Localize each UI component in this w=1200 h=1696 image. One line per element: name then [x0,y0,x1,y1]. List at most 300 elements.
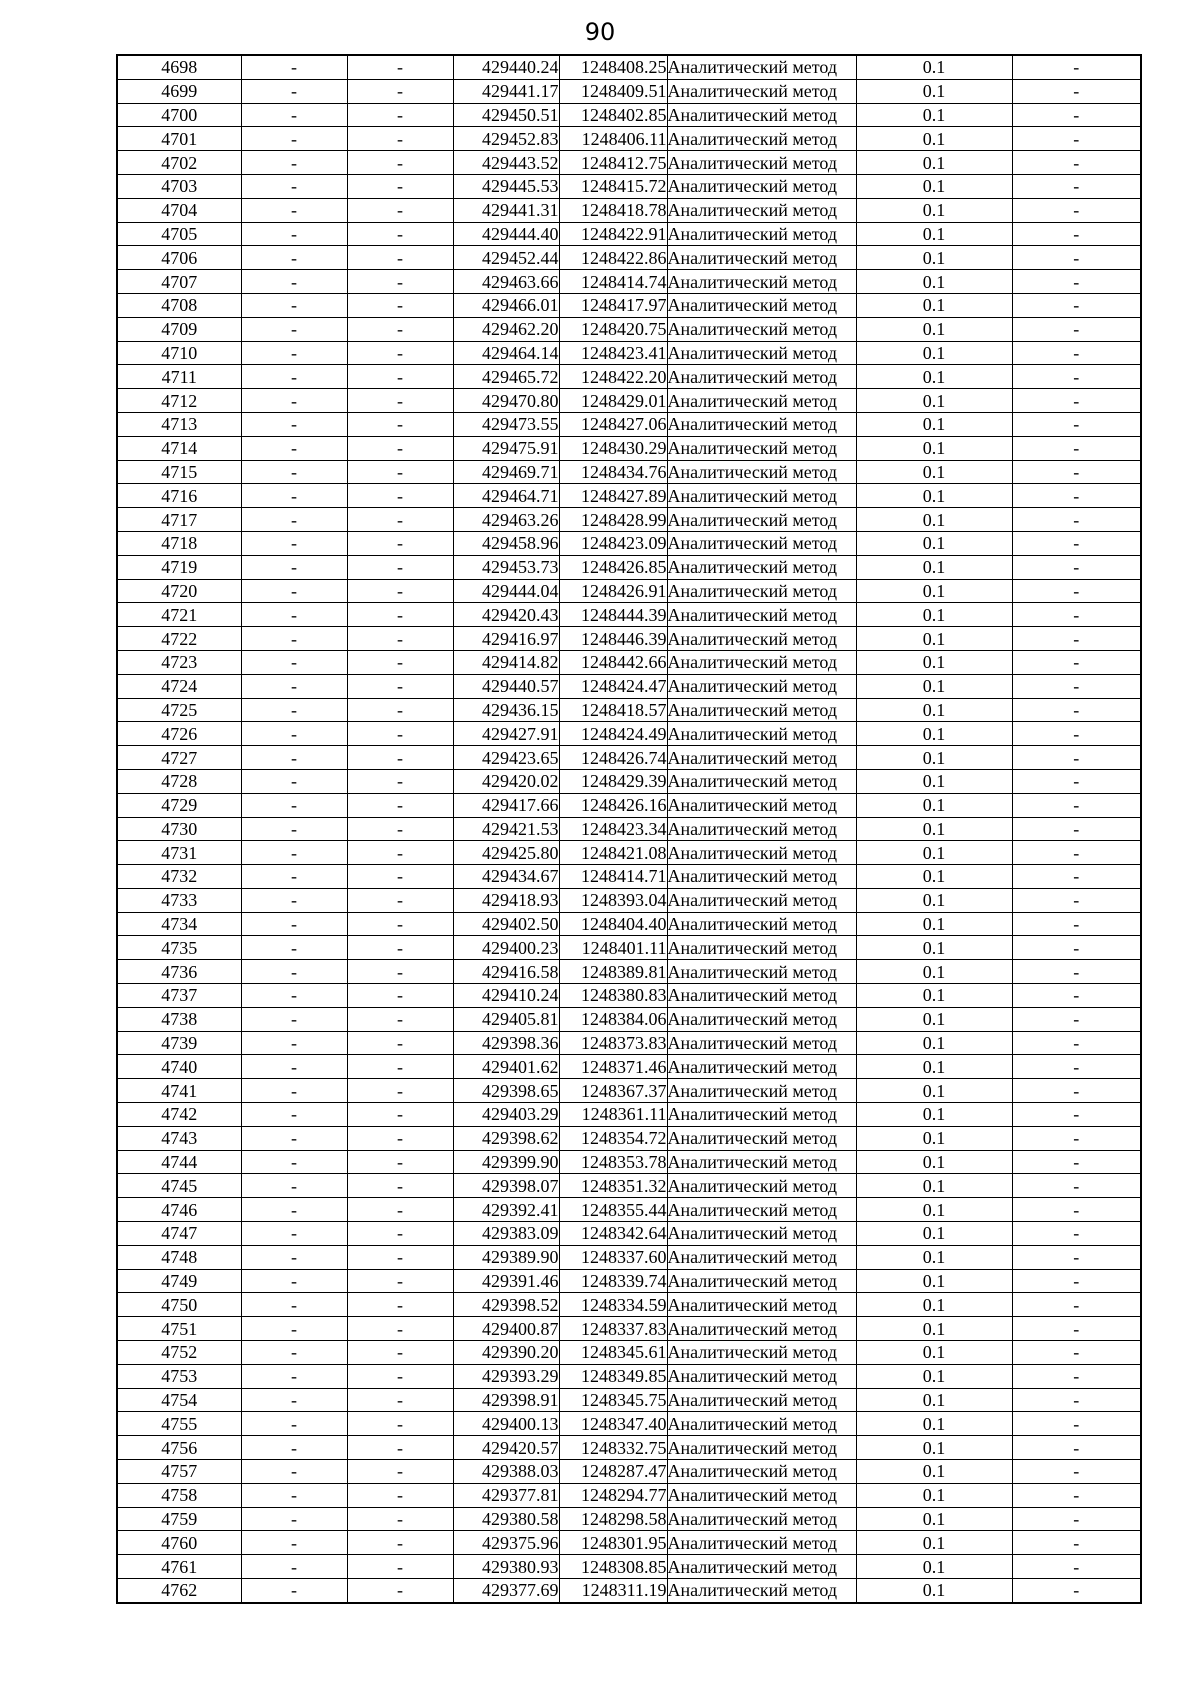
accuracy-cell: 0.1 [856,1579,1012,1603]
empty-cell-2: - [347,1126,453,1150]
point-number-cell: 4740 [117,1055,241,1079]
table-row [117,1507,1141,1531]
empty-cell-3: - [1012,1126,1141,1150]
empty-cell-2: - [347,508,453,532]
empty-cell-1: - [241,650,347,674]
accuracy-cell: 0.1 [856,1483,1012,1507]
empty-cell-2: - [347,198,453,222]
point-number-cell: 4734 [117,912,241,936]
empty-cell-1: - [241,984,347,1008]
empty-cell-3: - [1012,1460,1141,1484]
method-cell: Аналитический метод [667,650,856,674]
point-number-cell: 4698 [117,55,241,79]
table-row [117,555,1141,579]
empty-cell-2: - [347,1364,453,1388]
empty-cell-2: - [347,746,453,770]
empty-cell-3: - [1012,1579,1141,1603]
method-cell: Аналитический метод [667,389,856,413]
empty-cell-1: - [241,508,347,532]
empty-cell-3: - [1012,674,1141,698]
empty-cell-1: - [241,674,347,698]
method-cell: Аналитический метод [667,1222,856,1246]
empty-cell-1: - [241,436,347,460]
empty-cell-2: - [347,1483,453,1507]
x-coordinate-cell: 429440.57 [453,674,559,698]
y-coordinate-cell: 1248417.97 [559,293,667,317]
y-coordinate-cell: 1248421.08 [559,841,667,865]
empty-cell-2: - [347,1055,453,1079]
table-row [117,389,1141,413]
method-cell: Аналитический метод [667,960,856,984]
empty-cell-1: - [241,888,347,912]
table-row [117,1126,1141,1150]
x-coordinate-cell: 429416.58 [453,960,559,984]
point-number-cell: 4762 [117,1579,241,1603]
method-cell: Аналитический метод [667,484,856,508]
accuracy-cell: 0.1 [856,1555,1012,1579]
method-cell: Аналитический метод [667,841,856,865]
point-number-cell: 4710 [117,341,241,365]
method-cell: Аналитический метод [667,103,856,127]
y-coordinate-cell: 1248412.75 [559,151,667,175]
x-coordinate-cell: 429463.26 [453,508,559,532]
accuracy-cell: 0.1 [856,1269,1012,1293]
point-number-cell: 4726 [117,722,241,746]
accuracy-cell: 0.1 [856,1055,1012,1079]
accuracy-cell: 0.1 [856,1126,1012,1150]
table-row [117,793,1141,817]
empty-cell-3: - [1012,936,1141,960]
table-row [117,508,1141,532]
x-coordinate-cell: 429453.73 [453,555,559,579]
empty-cell-1: - [241,484,347,508]
accuracy-cell: 0.1 [856,1460,1012,1484]
point-number-cell: 4746 [117,1198,241,1222]
table-row [117,1055,1141,1079]
y-coordinate-cell: 1248408.25 [559,55,667,79]
accuracy-cell: 0.1 [856,1198,1012,1222]
point-number-cell: 4727 [117,746,241,770]
table-row [117,1269,1141,1293]
method-cell: Аналитический метод [667,698,856,722]
x-coordinate-cell: 429473.55 [453,412,559,436]
empty-cell-3: - [1012,1150,1141,1174]
y-coordinate-cell: 1248442.66 [559,650,667,674]
empty-cell-1: - [241,1031,347,1055]
empty-cell-3: - [1012,650,1141,674]
y-coordinate-cell: 1248404.40 [559,912,667,936]
x-coordinate-cell: 429452.83 [453,127,559,151]
method-cell: Аналитический метод [667,627,856,651]
empty-cell-3: - [1012,960,1141,984]
method-cell: Аналитический метод [667,531,856,555]
y-coordinate-cell: 1248345.75 [559,1388,667,1412]
accuracy-cell: 0.1 [856,151,1012,175]
point-number-cell: 4748 [117,1245,241,1269]
empty-cell-1: - [241,865,347,889]
empty-cell-3: - [1012,817,1141,841]
table-row [117,1579,1141,1603]
x-coordinate-cell: 429398.65 [453,1079,559,1103]
empty-cell-1: - [241,1388,347,1412]
empty-cell-3: - [1012,127,1141,151]
accuracy-cell: 0.1 [856,55,1012,79]
method-cell: Аналитический метод [667,936,856,960]
empty-cell-1: - [241,1579,347,1603]
y-coordinate-cell: 1248406.11 [559,127,667,151]
point-number-cell: 4758 [117,1483,241,1507]
y-coordinate-cell: 1248409.51 [559,79,667,103]
accuracy-cell: 0.1 [856,436,1012,460]
empty-cell-1: - [241,1317,347,1341]
y-coordinate-cell: 1248423.34 [559,817,667,841]
empty-cell-1: - [241,531,347,555]
point-number-cell: 4700 [117,103,241,127]
x-coordinate-cell: 429398.91 [453,1388,559,1412]
accuracy-cell: 0.1 [856,603,1012,627]
table-row [117,1293,1141,1317]
point-number-cell: 4754 [117,1388,241,1412]
x-coordinate-cell: 429398.07 [453,1174,559,1198]
table-row [117,1174,1141,1198]
method-cell: Аналитический метод [667,79,856,103]
empty-cell-1: - [241,1126,347,1150]
table-row [117,1341,1141,1365]
accuracy-cell: 0.1 [856,1150,1012,1174]
empty-cell-1: - [241,55,347,79]
y-coordinate-cell: 1248418.57 [559,698,667,722]
empty-cell-3: - [1012,1317,1141,1341]
x-coordinate-cell: 429405.81 [453,1007,559,1031]
empty-cell-2: - [347,1388,453,1412]
empty-cell-2: - [347,1269,453,1293]
empty-cell-1: - [241,722,347,746]
empty-cell-2: - [347,555,453,579]
point-number-cell: 4706 [117,246,241,270]
x-coordinate-cell: 429388.03 [453,1460,559,1484]
method-cell: Аналитический метод [667,508,856,532]
accuracy-cell: 0.1 [856,1031,1012,1055]
x-coordinate-cell: 429417.66 [453,793,559,817]
x-coordinate-cell: 429418.93 [453,888,559,912]
x-coordinate-cell: 429444.40 [453,222,559,246]
empty-cell-3: - [1012,746,1141,770]
y-coordinate-cell: 1248337.83 [559,1317,667,1341]
y-coordinate-cell: 1248414.74 [559,270,667,294]
empty-cell-1: - [241,1103,347,1127]
point-number-cell: 4737 [117,984,241,1008]
y-coordinate-cell: 1248401.11 [559,936,667,960]
table-row [117,1031,1141,1055]
empty-cell-3: - [1012,1174,1141,1198]
x-coordinate-cell: 429383.09 [453,1222,559,1246]
empty-cell-3: - [1012,1388,1141,1412]
empty-cell-1: - [241,412,347,436]
method-cell: Аналитический метод [667,1388,856,1412]
method-cell: Аналитический метод [667,460,856,484]
table-row [117,531,1141,555]
method-cell: Аналитический метод [667,984,856,1008]
table-row [117,650,1141,674]
table-row [117,1364,1141,1388]
empty-cell-2: - [347,1293,453,1317]
x-coordinate-cell: 429475.91 [453,436,559,460]
y-coordinate-cell: 1248423.41 [559,341,667,365]
table-row [117,1198,1141,1222]
table-row [117,317,1141,341]
accuracy-cell: 0.1 [856,389,1012,413]
point-number-cell: 4736 [117,960,241,984]
empty-cell-2: - [347,865,453,889]
method-cell: Аналитический метод [667,1364,856,1388]
empty-cell-1: - [241,1555,347,1579]
point-number-cell: 4721 [117,603,241,627]
x-coordinate-cell: 429444.04 [453,579,559,603]
empty-cell-3: - [1012,531,1141,555]
empty-cell-2: - [347,1341,453,1365]
empty-cell-3: - [1012,317,1141,341]
empty-cell-2: - [347,1007,453,1031]
empty-cell-1: - [241,936,347,960]
empty-cell-2: - [347,127,453,151]
empty-cell-1: - [241,365,347,389]
table-row [117,936,1141,960]
table-row [117,579,1141,603]
method-cell: Аналитический метод [667,222,856,246]
accuracy-cell: 0.1 [856,1245,1012,1269]
method-cell: Аналитический метод [667,198,856,222]
point-number-cell: 4712 [117,389,241,413]
y-coordinate-cell: 1248367.37 [559,1079,667,1103]
empty-cell-1: - [241,198,347,222]
empty-cell-3: - [1012,246,1141,270]
empty-cell-3: - [1012,722,1141,746]
empty-cell-2: - [347,1174,453,1198]
empty-cell-3: - [1012,1412,1141,1436]
y-coordinate-cell: 1248393.04 [559,888,667,912]
table-row [117,79,1141,103]
y-coordinate-cell: 1248337.60 [559,1245,667,1269]
table-row [117,103,1141,127]
empty-cell-2: - [347,1245,453,1269]
empty-cell-3: - [1012,841,1141,865]
table-row [117,984,1141,1008]
table-row [117,174,1141,198]
method-cell: Аналитический метод [667,865,856,889]
x-coordinate-cell: 429445.53 [453,174,559,198]
point-number-cell: 4729 [117,793,241,817]
method-cell: Аналитический метод [667,151,856,175]
empty-cell-2: - [347,436,453,460]
empty-cell-2: - [347,1031,453,1055]
y-coordinate-cell: 1248332.75 [559,1436,667,1460]
table-row [117,674,1141,698]
point-number-cell: 4704 [117,198,241,222]
accuracy-cell: 0.1 [856,817,1012,841]
empty-cell-2: - [347,79,453,103]
empty-cell-3: - [1012,1364,1141,1388]
table-row [117,222,1141,246]
empty-cell-1: - [241,293,347,317]
table-row [117,1103,1141,1127]
table-row [117,627,1141,651]
empty-cell-2: - [347,317,453,341]
point-number-cell: 4730 [117,817,241,841]
accuracy-cell: 0.1 [856,79,1012,103]
empty-cell-3: - [1012,460,1141,484]
table-row [117,1007,1141,1031]
method-cell: Аналитический метод [667,412,856,436]
x-coordinate-cell: 429469.71 [453,460,559,484]
empty-cell-2: - [347,531,453,555]
x-coordinate-cell: 429377.81 [453,1483,559,1507]
empty-cell-2: - [347,936,453,960]
empty-cell-2: - [347,579,453,603]
method-cell: Аналитический метод [667,293,856,317]
empty-cell-1: - [241,579,347,603]
accuracy-cell: 0.1 [856,222,1012,246]
method-cell: Аналитический метод [667,746,856,770]
empty-cell-3: - [1012,793,1141,817]
x-coordinate-cell: 429420.02 [453,769,559,793]
y-coordinate-cell: 1248446.39 [559,627,667,651]
accuracy-cell: 0.1 [856,460,1012,484]
empty-cell-1: - [241,246,347,270]
x-coordinate-cell: 429392.41 [453,1198,559,1222]
method-cell: Аналитический метод [667,1317,856,1341]
empty-cell-2: - [347,960,453,984]
method-cell: Аналитический метод [667,1460,856,1484]
x-coordinate-cell: 429436.15 [453,698,559,722]
accuracy-cell: 0.1 [856,698,1012,722]
empty-cell-3: - [1012,627,1141,651]
point-number-cell: 4743 [117,1126,241,1150]
table-row [117,1436,1141,1460]
accuracy-cell: 0.1 [856,412,1012,436]
method-cell: Аналитический метод [667,888,856,912]
point-number-cell: 4725 [117,698,241,722]
empty-cell-2: - [347,650,453,674]
y-coordinate-cell: 1248339.74 [559,1269,667,1293]
method-cell: Аналитический метод [667,769,856,793]
point-number-cell: 4749 [117,1269,241,1293]
accuracy-cell: 0.1 [856,769,1012,793]
empty-cell-2: - [347,912,453,936]
y-coordinate-cell: 1248308.85 [559,1555,667,1579]
table-row [117,1222,1141,1246]
method-cell: Аналитический метод [667,55,856,79]
empty-cell-3: - [1012,555,1141,579]
empty-cell-1: - [241,1364,347,1388]
accuracy-cell: 0.1 [856,1507,1012,1531]
method-cell: Аналитический метод [667,1031,856,1055]
method-cell: Аналитический метод [667,1555,856,1579]
table-row [117,769,1141,793]
y-coordinate-cell: 1248354.72 [559,1126,667,1150]
y-coordinate-cell: 1248371.46 [559,1055,667,1079]
table-row [117,1388,1141,1412]
empty-cell-2: - [347,817,453,841]
table-row [117,460,1141,484]
empty-cell-1: - [241,151,347,175]
method-cell: Аналитический метод [667,341,856,365]
empty-cell-2: - [347,1507,453,1531]
empty-cell-3: - [1012,912,1141,936]
empty-cell-2: - [347,365,453,389]
y-coordinate-cell: 1248444.39 [559,603,667,627]
table-row [117,270,1141,294]
table-row [117,912,1141,936]
y-coordinate-cell: 1248422.20 [559,365,667,389]
empty-cell-2: - [347,55,453,79]
x-coordinate-cell: 429458.96 [453,531,559,555]
accuracy-cell: 0.1 [856,888,1012,912]
x-coordinate-cell: 429420.43 [453,603,559,627]
y-coordinate-cell: 1248434.76 [559,460,667,484]
method-cell: Аналитический метод [667,317,856,341]
point-number-cell: 4761 [117,1555,241,1579]
accuracy-cell: 0.1 [856,960,1012,984]
empty-cell-3: - [1012,698,1141,722]
x-coordinate-cell: 429380.93 [453,1555,559,1579]
point-number-cell: 4709 [117,317,241,341]
y-coordinate-cell: 1248373.83 [559,1031,667,1055]
y-coordinate-cell: 1248427.89 [559,484,667,508]
method-cell: Аналитический метод [667,1293,856,1317]
table-row [117,151,1141,175]
y-coordinate-cell: 1248429.39 [559,769,667,793]
empty-cell-1: - [241,555,347,579]
accuracy-cell: 0.1 [856,746,1012,770]
accuracy-cell: 0.1 [856,674,1012,698]
empty-cell-3: - [1012,1269,1141,1293]
x-coordinate-cell: 429400.23 [453,936,559,960]
y-coordinate-cell: 1248361.11 [559,1103,667,1127]
x-coordinate-cell: 429398.52 [453,1293,559,1317]
accuracy-cell: 0.1 [856,1531,1012,1555]
accuracy-cell: 0.1 [856,722,1012,746]
x-coordinate-cell: 429434.67 [453,865,559,889]
table-row [117,484,1141,508]
y-coordinate-cell: 1248426.85 [559,555,667,579]
accuracy-cell: 0.1 [856,1388,1012,1412]
accuracy-cell: 0.1 [856,1341,1012,1365]
empty-cell-1: - [241,1079,347,1103]
point-number-cell: 4732 [117,865,241,889]
table-body [117,55,1141,1603]
y-coordinate-cell: 1248426.91 [559,579,667,603]
point-number-cell: 4717 [117,508,241,532]
table-row [117,603,1141,627]
point-number-cell: 4711 [117,365,241,389]
table-row [117,341,1141,365]
accuracy-cell: 0.1 [856,579,1012,603]
empty-cell-2: - [347,1412,453,1436]
accuracy-cell: 0.1 [856,841,1012,865]
empty-cell-3: - [1012,341,1141,365]
table-row [117,127,1141,151]
point-number-cell: 4705 [117,222,241,246]
accuracy-cell: 0.1 [856,627,1012,651]
empty-cell-1: - [241,960,347,984]
table-row [117,960,1141,984]
accuracy-cell: 0.1 [856,365,1012,389]
empty-cell-1: - [241,746,347,770]
method-cell: Аналитический метод [667,127,856,151]
x-coordinate-cell: 429452.44 [453,246,559,270]
y-coordinate-cell: 1248294.77 [559,1483,667,1507]
accuracy-cell: 0.1 [856,1174,1012,1198]
